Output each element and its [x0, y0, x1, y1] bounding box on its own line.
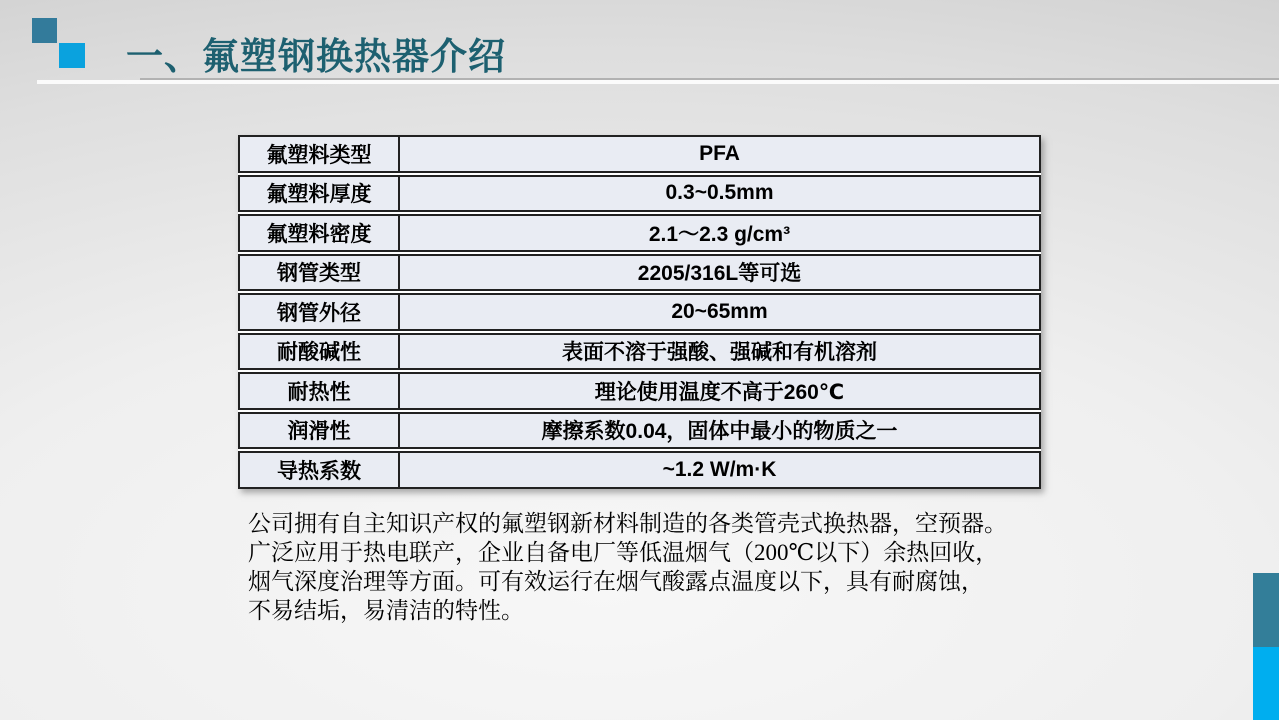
table-row	[238, 372, 1041, 410]
table-row-value: 理论使用温度不高于260℃	[594, 380, 845, 404]
table-row	[238, 293, 1041, 331]
right-edge-teal-bar	[1253, 573, 1279, 647]
table-row	[238, 214, 1041, 252]
table-row-value: 0.3~0.5mm	[665, 181, 774, 205]
table-row-label: 钢管类型	[240, 256, 400, 290]
title-decoration-teal-square	[32, 18, 57, 43]
table-row	[238, 451, 1041, 489]
table-row	[238, 175, 1041, 213]
table-row-value: 20~65mm	[671, 299, 768, 323]
table-row	[238, 333, 1041, 371]
paragraph-line: 公司拥有自主知识产权的氟塑钢新材料制造的各类管壳式换热器，空预器。	[248, 511, 1007, 536]
table-row-value: PFA	[699, 141, 740, 165]
table-row-label: 润滑性	[240, 414, 400, 448]
paragraph-line: 不易结垢，易清洁的特性。	[248, 598, 524, 623]
table-row-value: 表面不溶于强酸、强碱和有机溶剂	[562, 341, 877, 365]
table-row-value: 2205/316L等可选	[637, 262, 802, 286]
table-row-label: 氟塑料类型	[240, 137, 400, 171]
title-decoration-blue-square	[59, 43, 85, 68]
table-row	[238, 412, 1041, 450]
spec-table	[238, 135, 1041, 489]
table-row-label: 耐热性	[240, 374, 400, 408]
table-row-label: 耐酸碱性	[240, 335, 400, 369]
paragraph-line: 广泛应用于热电联产，企业自备电厂等低温烟气（200℃以下）余热回收，	[248, 540, 999, 565]
title-separator-highlight-line	[37, 80, 1279, 84]
right-edge-blue-bar	[1253, 647, 1279, 720]
table-row-value: 摩擦系数0.04，固体中最小的物质之一	[541, 420, 898, 444]
table-row-label: 氟塑料厚度	[240, 177, 400, 211]
table-row	[238, 135, 1041, 173]
table-row	[238, 254, 1041, 292]
table-row-label: 钢管外径	[240, 295, 400, 329]
table-row-label: 氟塑料密度	[240, 216, 400, 250]
body-paragraph	[248, 509, 1007, 625]
paragraph-line: 烟气深度治理等方面。可有效运行在烟气酸露点温度以下，具有耐腐蚀，	[248, 569, 984, 594]
table-row-value: 2.1～2.3 g/cm³	[648, 222, 791, 246]
table-row-label: 导热系数	[240, 453, 400, 487]
table-row-value: ~1.2 W/m·K	[662, 457, 777, 481]
slide-title: 一、氟塑钢换热器介绍	[126, 36, 506, 77]
